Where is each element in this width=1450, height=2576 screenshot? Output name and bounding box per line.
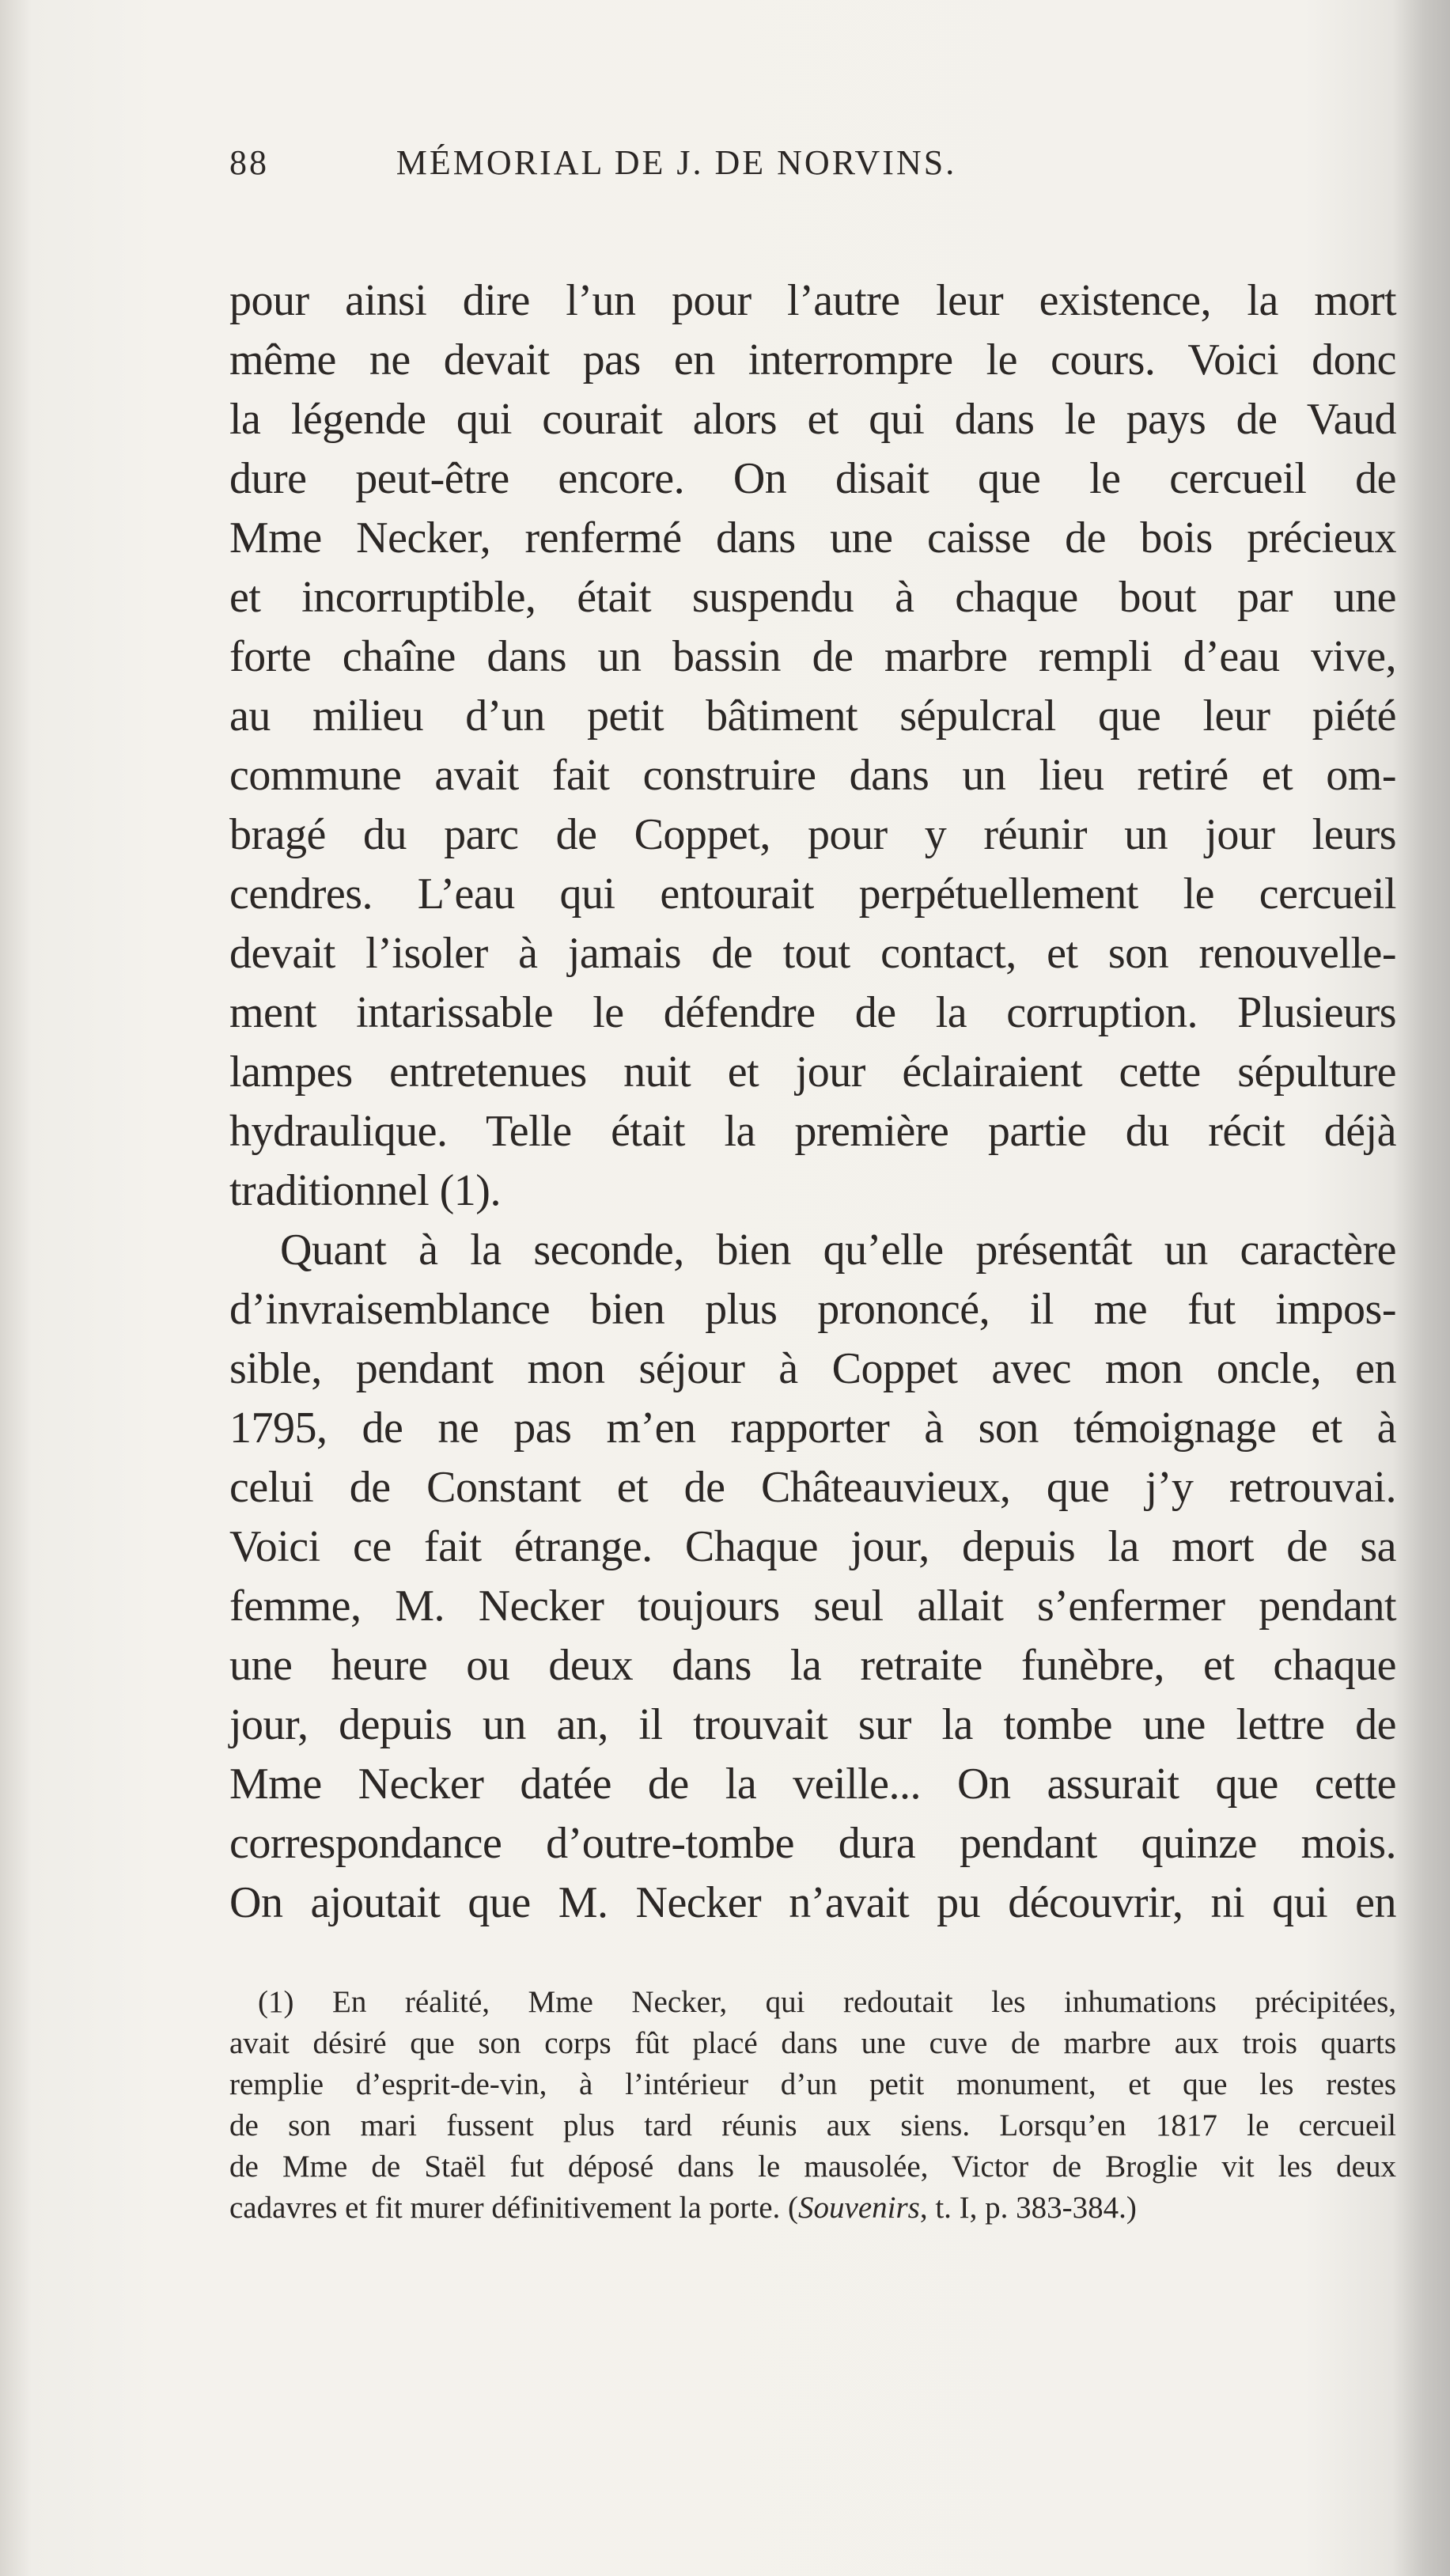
text-line: Quant à la seconde, bien qu’elle présentât un caractère <box>280 1225 1396 1275</box>
text-line: Mme Necker, renfermé dans une caisse de bois précieux <box>229 513 1396 563</box>
text-line: lampes entretenues nuit et jour éclairaient cette sépulture <box>229 1047 1396 1097</box>
text-line: Voici ce fait étrange. Chaque jour, depuis la mort de sa <box>229 1522 1396 1571</box>
footnote-line: avait désiré que son corps fût placé dans une cuve de marbre aux trois quarts <box>229 2026 1396 2060</box>
text-line: On ajoutait que M. Necker n’avait pu découvrir, ni qui en <box>229 1878 1396 1927</box>
text-line: ment intarissable le défendre de la corruption. Plusieurs <box>229 988 1396 1037</box>
text-line: jour, depuis un an, il trouvait sur la tombe une lettre de <box>229 1700 1396 1749</box>
text-line: même ne devait pas en interrompre le cours. Voici donc <box>229 335 1396 385</box>
footnote <box>229 1982 1396 2229</box>
page-number: 88 <box>229 143 269 182</box>
text-line: la légende qui courait alors et qui dans le pays de Vaud <box>229 395 1396 444</box>
text-line: correspondance d’outre-tombe dura pendant quinze mois. <box>229 1819 1396 1868</box>
text-line: sible, pendant mon séjour à Coppet avec mon oncle, en <box>229 1344 1396 1393</box>
text-line: dure peut-être encore. On disait que le cercueil de <box>229 454 1396 503</box>
text-line: au milieu d’un petit bâtiment sépulcral que leur piété <box>229 691 1396 741</box>
text-line: cendres. L’eau qui entourait perpétuellement le cercueil <box>229 869 1396 919</box>
footnote-line <box>229 2188 1396 2229</box>
running-title: MÉMORIAL DE J. DE NORVINS. <box>396 143 957 182</box>
text-line: d’invraisemblance bien plus prononcé, il me fut impos- <box>229 1285 1396 1334</box>
footnote-citation-title: Souvenirs <box>798 2191 920 2225</box>
text-line: Mme Necker datée de la veille... On assurait que cette <box>229 1760 1396 1809</box>
footnote-text: cadavres et fit murer définitivement la porte. ( <box>229 2191 799 2225</box>
footnote-line: remplie d’esprit-de-vin, à l’intérieur d’un petit monument, et que les restes <box>229 2067 1396 2101</box>
body-text <box>229 271 1396 1933</box>
text-line: pour ainsi dire l’un pour l’autre leur existence, la mort <box>229 276 1396 325</box>
text-line: 1795, de ne pas m’en rapporter à son témoignage et à <box>229 1404 1396 1453</box>
text-line: une heure ou deux dans la retraite funèbre, et chaque <box>229 1641 1396 1690</box>
text-line: devait l’isoler à jamais de tout contact, et son renouvelle- <box>229 929 1396 978</box>
footnote-text: , t. I, p. 383-384.) <box>919 2191 1137 2225</box>
footnote-line: (1) En réalité, Mme Necker, qui redoutait les inhumations précipitées, <box>258 1985 1396 2019</box>
text-line: forte chaîne dans un bassin de marbre rempli d’eau vive, <box>229 632 1396 681</box>
running-header <box>229 142 1396 190</box>
footnote-line: de son mari fussent plus tard réunis aux siens. Lorsqu’en 1817 le cercueil <box>229 2108 1396 2142</box>
text-line: femme, M. Necker toujours seul allait s’enfermer pendant <box>229 1582 1396 1631</box>
text-line: hydraulique. Telle était la première partie du récit déjà <box>229 1107 1396 1156</box>
text-line: bragé du parc de Coppet, pour y réunir un jour leurs <box>229 810 1396 859</box>
text-line: traditionnel (1). <box>229 1166 501 1215</box>
text-line: commune avait fait construire dans un lieu retiré et om- <box>229 751 1396 800</box>
text-line: celui de Constant et de Châteauvieux, que j’y retrouvai. <box>229 1463 1396 1512</box>
text-line: et incorruptible, était suspendu à chaque bout par une <box>229 573 1396 622</box>
footnote-line: de Mme de Staël fut déposé dans le mausolée, Victor de Broglie vit les deux <box>229 2150 1396 2184</box>
